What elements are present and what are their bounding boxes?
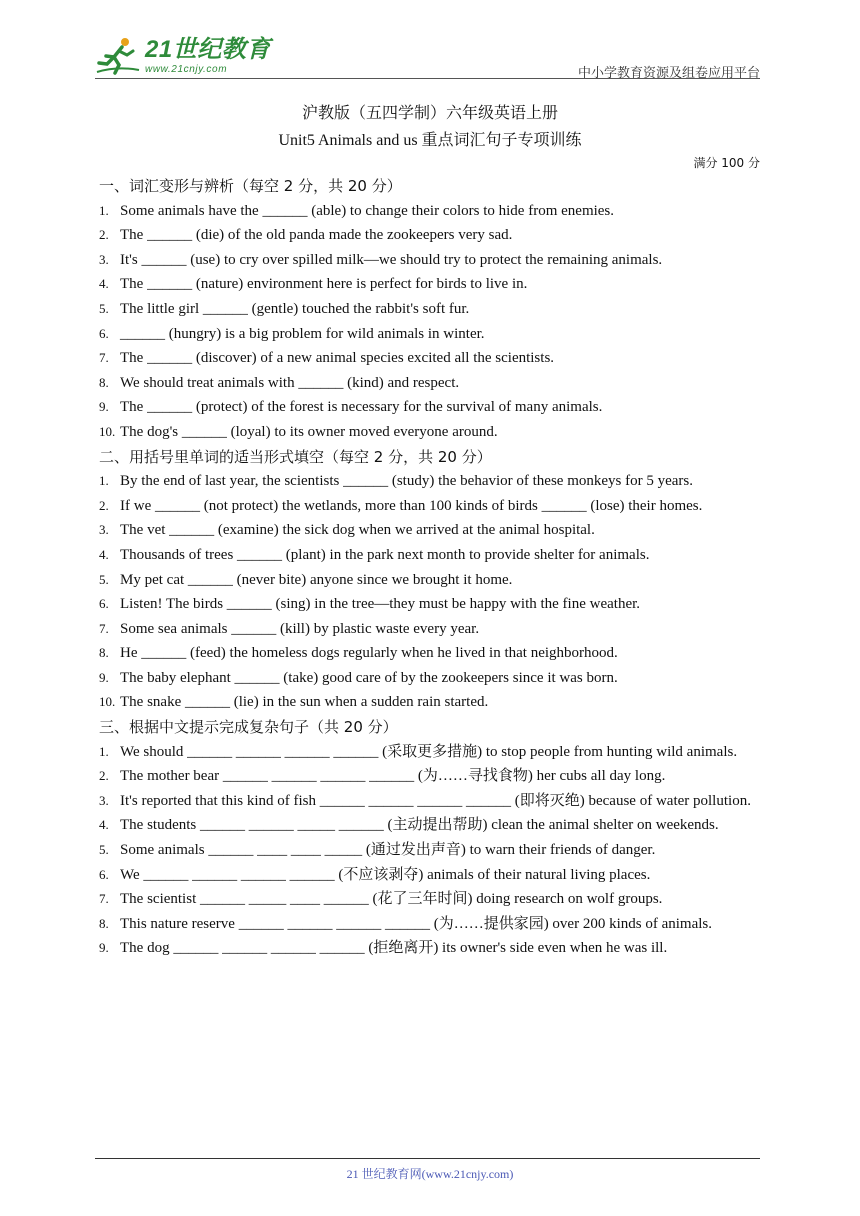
question-number: 3. (99, 792, 109, 808)
question-number: 4. (99, 276, 109, 292)
question-text: The dog ______ ______ ______ ______ (拒绝离开) its owner's side even when he was ill. (120, 940, 668, 957)
question-item (99, 223, 761, 248)
question-text: We should treat animals with ______ (kind) and respect. (120, 374, 460, 391)
question-text: By the end of last year, the scientists ______ (study) the behavior of these monkeys for 5 years. (120, 473, 694, 490)
question-item (99, 518, 761, 543)
question-text: The ______ (discover) of a new animal species excited all the scientists. (120, 350, 555, 367)
question-text: The vet ______ (examine) the sick dog when we arrived at the animal hospital. (120, 522, 595, 539)
question-number: 6. (99, 866, 109, 882)
question-text: The ______ (nature) environment here is perfect for birds to live in. (120, 276, 528, 293)
logo-text: 21世纪教育 (145, 35, 271, 63)
question-number: 1. (99, 202, 109, 218)
question-item (99, 863, 761, 888)
question-text: Some animals ______ ____ ____ _____ (通过发出声音) to warn their friends of danger. (120, 842, 656, 859)
question-item (99, 666, 761, 691)
question-item (99, 346, 761, 371)
section-heading: 二、用括号里单词的适当形式填空（每空 2 分，共 20 分） (99, 447, 492, 466)
question-item (99, 887, 761, 912)
question-text: He ______ (feed) the homeless dogs regularly when he lived in that neighborhood. (120, 645, 618, 662)
question-text: This nature reserve ______ ______ ______ ______ (为……提供家园) over 200 kinds of animals. (120, 915, 712, 932)
question-text: Listen! The birds ______ (sing) in the tree—they must be happy with the fine weather. (120, 596, 641, 613)
question-item (99, 543, 761, 568)
question-number: 8. (99, 645, 109, 661)
question-item (99, 838, 761, 863)
question-item (99, 912, 761, 937)
question-text: The students ______ ______ _____ ______ (主动提出帮助) clean the animal shelter on weekends. (120, 817, 719, 834)
question-item (99, 395, 761, 420)
runner-logo-icon (95, 36, 141, 76)
logo (95, 36, 271, 76)
exercise-content (99, 174, 761, 961)
question-number: 10. (99, 423, 116, 439)
question-text: We ______ ______ ______ ______ (不应该剥夺) animals of their natural living places. (120, 866, 651, 883)
question-number: 8. (99, 374, 109, 390)
question-number: 7. (99, 891, 109, 907)
question-item (99, 420, 761, 445)
question-text: Some animals have the ______ (able) to change their colors to hide from enemies. (120, 202, 615, 219)
question-number: 5. (99, 300, 109, 316)
question-number: 1. (99, 473, 109, 489)
question-item (99, 297, 761, 322)
question-item (99, 617, 761, 642)
question-number: 3. (99, 251, 109, 267)
question-item (99, 322, 761, 347)
question-number: 2. (99, 227, 109, 243)
question-number: 4. (99, 817, 109, 833)
question-number: 5. (99, 842, 109, 858)
question-text: The mother bear ______ ______ ______ ______ (为……寻找食物) her cubs all day long. (120, 768, 666, 785)
question-text: The ______ (die) of the old panda made the zookeepers very sad. (120, 227, 513, 244)
question-number: 7. (99, 350, 109, 366)
question-item (99, 764, 761, 789)
header-divider (95, 78, 760, 79)
question-item (99, 740, 761, 765)
full-score: 满分 100 分 (693, 156, 760, 170)
question-number: 2. (99, 768, 109, 784)
section-heading: 三、根据中文提示完成复杂句子（共 20 分） (99, 718, 398, 737)
section-heading: 一、词汇变形与辨析（每空 2 分，共 20 分） (99, 177, 402, 195)
question-text: If we ______ (not protect) the wetlands, more than 100 kinds of birds ______ (lose) their homes. (120, 497, 703, 514)
question-number: 8. (99, 915, 109, 931)
platform-name: 中小学教育资源及组卷应用平台 (577, 66, 760, 81)
question-number: 9. (99, 399, 109, 415)
question-number: 3. (99, 522, 109, 538)
question-number: 4. (99, 546, 109, 562)
question-item (99, 690, 761, 715)
question-item (99, 789, 761, 814)
logo-url: www.21cnjy.com (145, 63, 228, 75)
question-item (99, 813, 761, 838)
question-text: The ______ (protect) of the forest is necessary for the survival of many animals. (120, 399, 603, 416)
question-text: It's ______ (use) to cry over spilled milk—we should try to protect the remaining animals. (120, 251, 663, 268)
question-item (99, 936, 761, 961)
question-text: My pet cat ______ (never bite) anyone since we brought it home. (120, 571, 513, 588)
document-title: 沪教版（五四学制）六年级英语上册 (301, 103, 558, 122)
question-text: The little girl ______ (gentle) touched the rabbit's soft fur. (120, 300, 470, 317)
question-text: The dog's ______ (loyal) to its owner moved everyone around. (120, 423, 498, 440)
question-number: 7. (99, 620, 109, 636)
question-item (99, 248, 761, 273)
question-text: It's reported that this kind of fish ______ ______ ______ ______ (即将灭绝) because of water pollution. (120, 792, 751, 809)
question-item (99, 469, 761, 494)
question-text: We should ______ ______ ______ ______ (采取更多措施) to stop people from hunting wild animals. (120, 743, 738, 760)
question-number: 2. (99, 497, 109, 513)
question-item (99, 568, 761, 593)
question-number: 5. (99, 571, 109, 587)
question-text: The baby elephant ______ (take) good care of by the zookeepers since it was born. (120, 669, 618, 686)
question-item (99, 371, 761, 396)
question-number: 6. (99, 325, 109, 341)
question-text: ______ (hungry) is a big problem for wild animals in winter. (120, 325, 485, 342)
question-text: The snake ______ (lie) in the sun when a sudden rain started. (120, 694, 489, 711)
question-text: Some sea animals ______ (kill) by plastic waste every year. (120, 620, 480, 637)
page-header (95, 35, 760, 81)
footer-text: 21 世纪教育网(www.21cnjy.com) (346, 1167, 514, 1181)
question-item (99, 199, 761, 224)
question-item (99, 494, 761, 519)
question-number: 9. (99, 940, 109, 956)
question-number: 10. (99, 694, 116, 710)
question-text: The scientist ______ _____ ____ ______ (花了三年时间) doing research on wolf groups. (120, 891, 663, 908)
question-item (99, 272, 761, 297)
question-item (99, 592, 761, 617)
footer-divider (95, 1158, 760, 1159)
question-number: 9. (99, 669, 109, 685)
document-subtitle: Unit5 Animals and us 重点词汇句子专项训练 (278, 132, 582, 149)
question-item (99, 641, 761, 666)
question-text: Thousands of trees ______ (plant) in the park next month to provide shelter for animals. (120, 546, 650, 563)
question-number: 1. (99, 743, 109, 759)
question-number: 6. (99, 596, 109, 612)
